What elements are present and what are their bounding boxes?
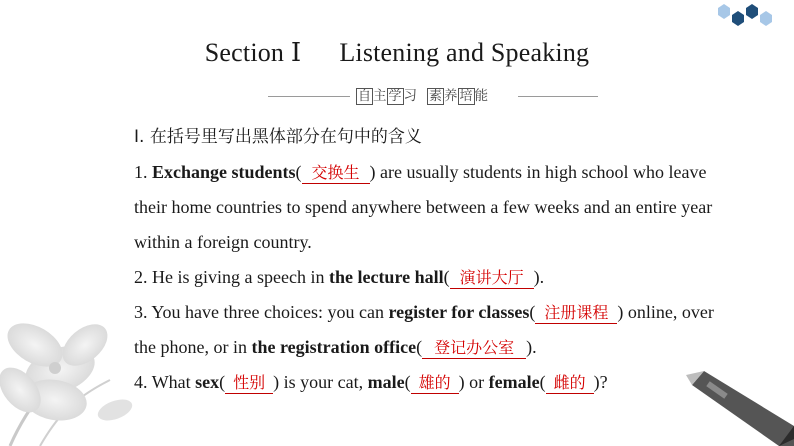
section-title bbox=[0, 38, 794, 68]
section-name: Listening and Speaking bbox=[339, 38, 590, 67]
subheading-banner bbox=[0, 86, 794, 106]
section-number: Section Ⅰ bbox=[204, 38, 302, 67]
exercise-heading: Ⅰ. 在括号里写出黑体部分在句中的含义 bbox=[134, 127, 422, 147]
flower-decoration-icon bbox=[0, 250, 150, 446]
item-1-line-2: their home countries to spend anywhere between a few weeks and an entire year bbox=[134, 197, 713, 217]
item-3: 3. You have three choices: you can register for classes( 注册课程 ) online, over bbox=[134, 302, 714, 322]
answer-5: 性别 bbox=[225, 373, 273, 394]
answer-2: 演讲大厅 bbox=[450, 268, 534, 289]
answer-6: 雄的 bbox=[411, 373, 459, 394]
answer-3: 注册课程 bbox=[535, 303, 617, 324]
item-1-line-3: within a foreign country. bbox=[134, 232, 312, 252]
answer-1: 交换生 bbox=[302, 163, 370, 184]
answer-7: 雌的 bbox=[546, 373, 594, 394]
item-4: 4. What sex( 性别 ) is your cat, male( 雄的 ) or female( 雌的 )? bbox=[134, 372, 608, 392]
exercise-content bbox=[134, 120, 784, 400]
answer-4: 登记办公室 bbox=[422, 338, 526, 359]
subheading-text: 自 主 学 习 素 养 培 能 bbox=[358, 88, 489, 104]
item-2: 2. He is giving a speech in the lecture hall( 演讲大厅 ). bbox=[134, 267, 545, 287]
item-3-line-2: the phone, or in the registration office( 登记办公室 ). bbox=[134, 337, 537, 357]
item-1: 1. Exchange students( 交换生 ) are usually students in high school who leave bbox=[134, 162, 707, 182]
divider-left bbox=[268, 96, 350, 97]
hexagon-decoration-icon bbox=[710, 2, 780, 32]
divider-right bbox=[518, 96, 598, 97]
